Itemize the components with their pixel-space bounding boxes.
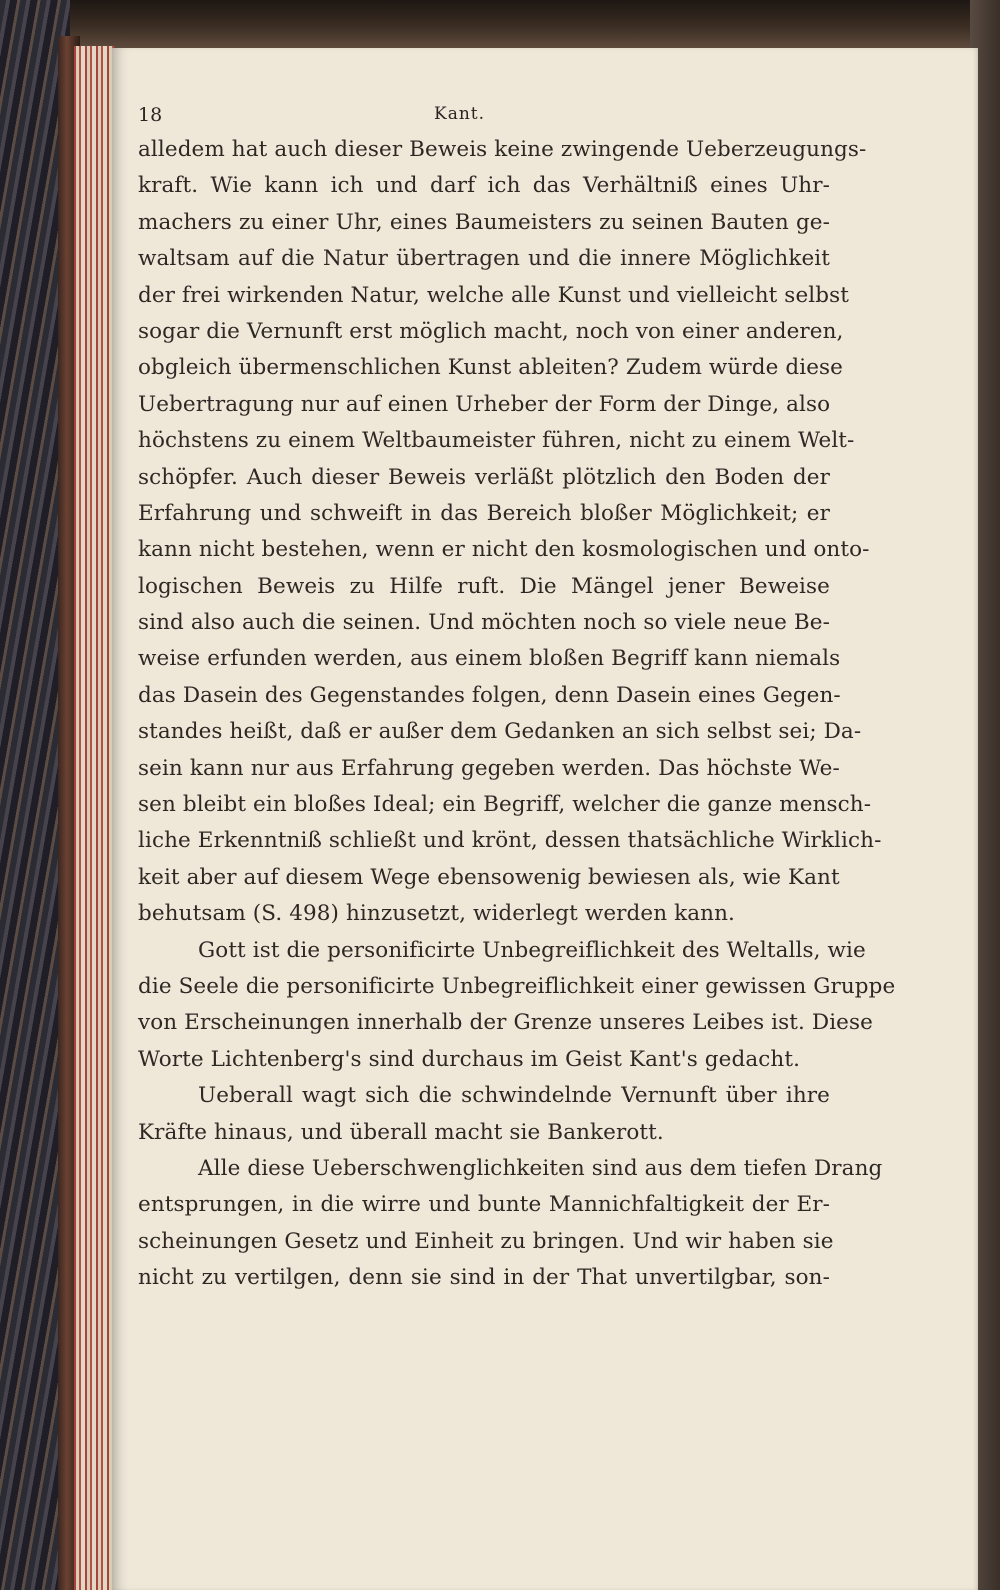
page-edges: [74, 46, 114, 1590]
text-line: Ueberall wagt sich die schwindelnde Vernunft über ihre: [198, 1083, 830, 1109]
text-line: Erfahrung und schweift in das Bereich bloßer Möglichkeit; er: [138, 500, 830, 526]
text-line: sind also auch die seinen. Und möchten noch so viele neue Be-: [138, 610, 830, 636]
text-line: der frei wirkenden Natur, welche alle Kunst und vielleicht selbst: [138, 282, 849, 308]
text-line: keit aber auf diesem Wege ebensowenig bewiesen als, wie Kant: [138, 864, 840, 890]
text-line: weise erfunden werden, aus einem bloßen Begriff kann niemals: [138, 646, 841, 672]
text-line: nicht zu vertilgen, denn sie sind in der That unvertilgbar, son-: [138, 1265, 830, 1291]
page-number: 18: [138, 104, 163, 126]
running-head: Kant.: [434, 104, 486, 124]
body-text: [138, 132, 896, 1297]
page-header: [138, 104, 758, 130]
text-line: obgleich übermenschlichen Kunst ableiten? Zudem würde diese: [138, 355, 843, 381]
text-line: entsprungen, in die wirre und bunte Mannichfaltigkeit der Er-: [138, 1192, 830, 1218]
text-line: sogar die Vernunft erst möglich macht, noch von einer anderen,: [138, 318, 844, 344]
text-line: sein kann nur aus Erfahrung gegeben werden. Das höchste We-: [138, 755, 840, 781]
text-line: von Erscheinungen innerhalb der Grenze unseres Leibes ist. Diese: [138, 1010, 873, 1036]
text-line: sen bleibt ein bloßes Ideal; ein Begriff, welcher die ganze mensch-: [138, 792, 872, 818]
text-line: Alle diese Ueberschwenglichkeiten sind aus dem tiefen Drang: [198, 1155, 883, 1181]
text-line: Uebertragung nur auf einen Urheber der Form der Dinge, also: [138, 391, 831, 417]
text-line: logischen Beweis zu Hilfe ruft. Die Mängel jener Beweise: [138, 573, 830, 599]
text-line: behutsam (S. 498) hinzusetzt, widerlegt werden kann.: [138, 901, 735, 927]
text-line: die Seele die personificirte Unbegreiflichkeit einer gewissen Gruppe: [138, 973, 896, 999]
text-line: standes heißt, daß er außer dem Gedanken an sich selbst sei; Da-: [138, 719, 862, 745]
text-line: Gott ist die personificirte Unbegreiflichkeit des Weltalls, wie: [198, 937, 866, 963]
text-line: das Dasein des Gegenstandes folgen, denn Dasein eines Gegen-: [138, 682, 841, 708]
text-line: liche Erkenntniß schließt und krönt, dessen thatsächliche Wirklich-: [138, 828, 882, 854]
text-line: scheinungen Gesetz und Einheit zu bringen. Und wir haben sie: [138, 1228, 834, 1254]
book-binding-top: [0, 0, 1000, 48]
text-line: machers zu einer Uhr, eines Baumeisters zu seinen Bauten ge-: [138, 209, 830, 235]
text-line: schöpfer. Auch dieser Beweis verläßt plötzlich den Boden der: [138, 464, 830, 490]
text-line: Kräfte hinaus, und überall macht sie Bankerott.: [138, 1119, 664, 1145]
text-line: kann nicht bestehen, wenn er nicht den kosmologischen und onto-: [138, 537, 870, 563]
text-line: waltsam auf die Natur übertragen und die innere Möglichkeit: [138, 246, 830, 272]
text-line: kraft. Wie kann ich und darf ich das Verhältniß eines Uhr-: [138, 173, 830, 199]
text-line: alledem hat auch dieser Beweis keine zwingende Ueberzeugungs-: [138, 137, 867, 162]
text-line: Worte Lichtenberg's sind durchaus im Geist Kant's gedacht.: [138, 1046, 801, 1072]
text-line: höchstens zu einem Weltbaumeister führen, nicht zu einem Welt-: [138, 428, 855, 454]
